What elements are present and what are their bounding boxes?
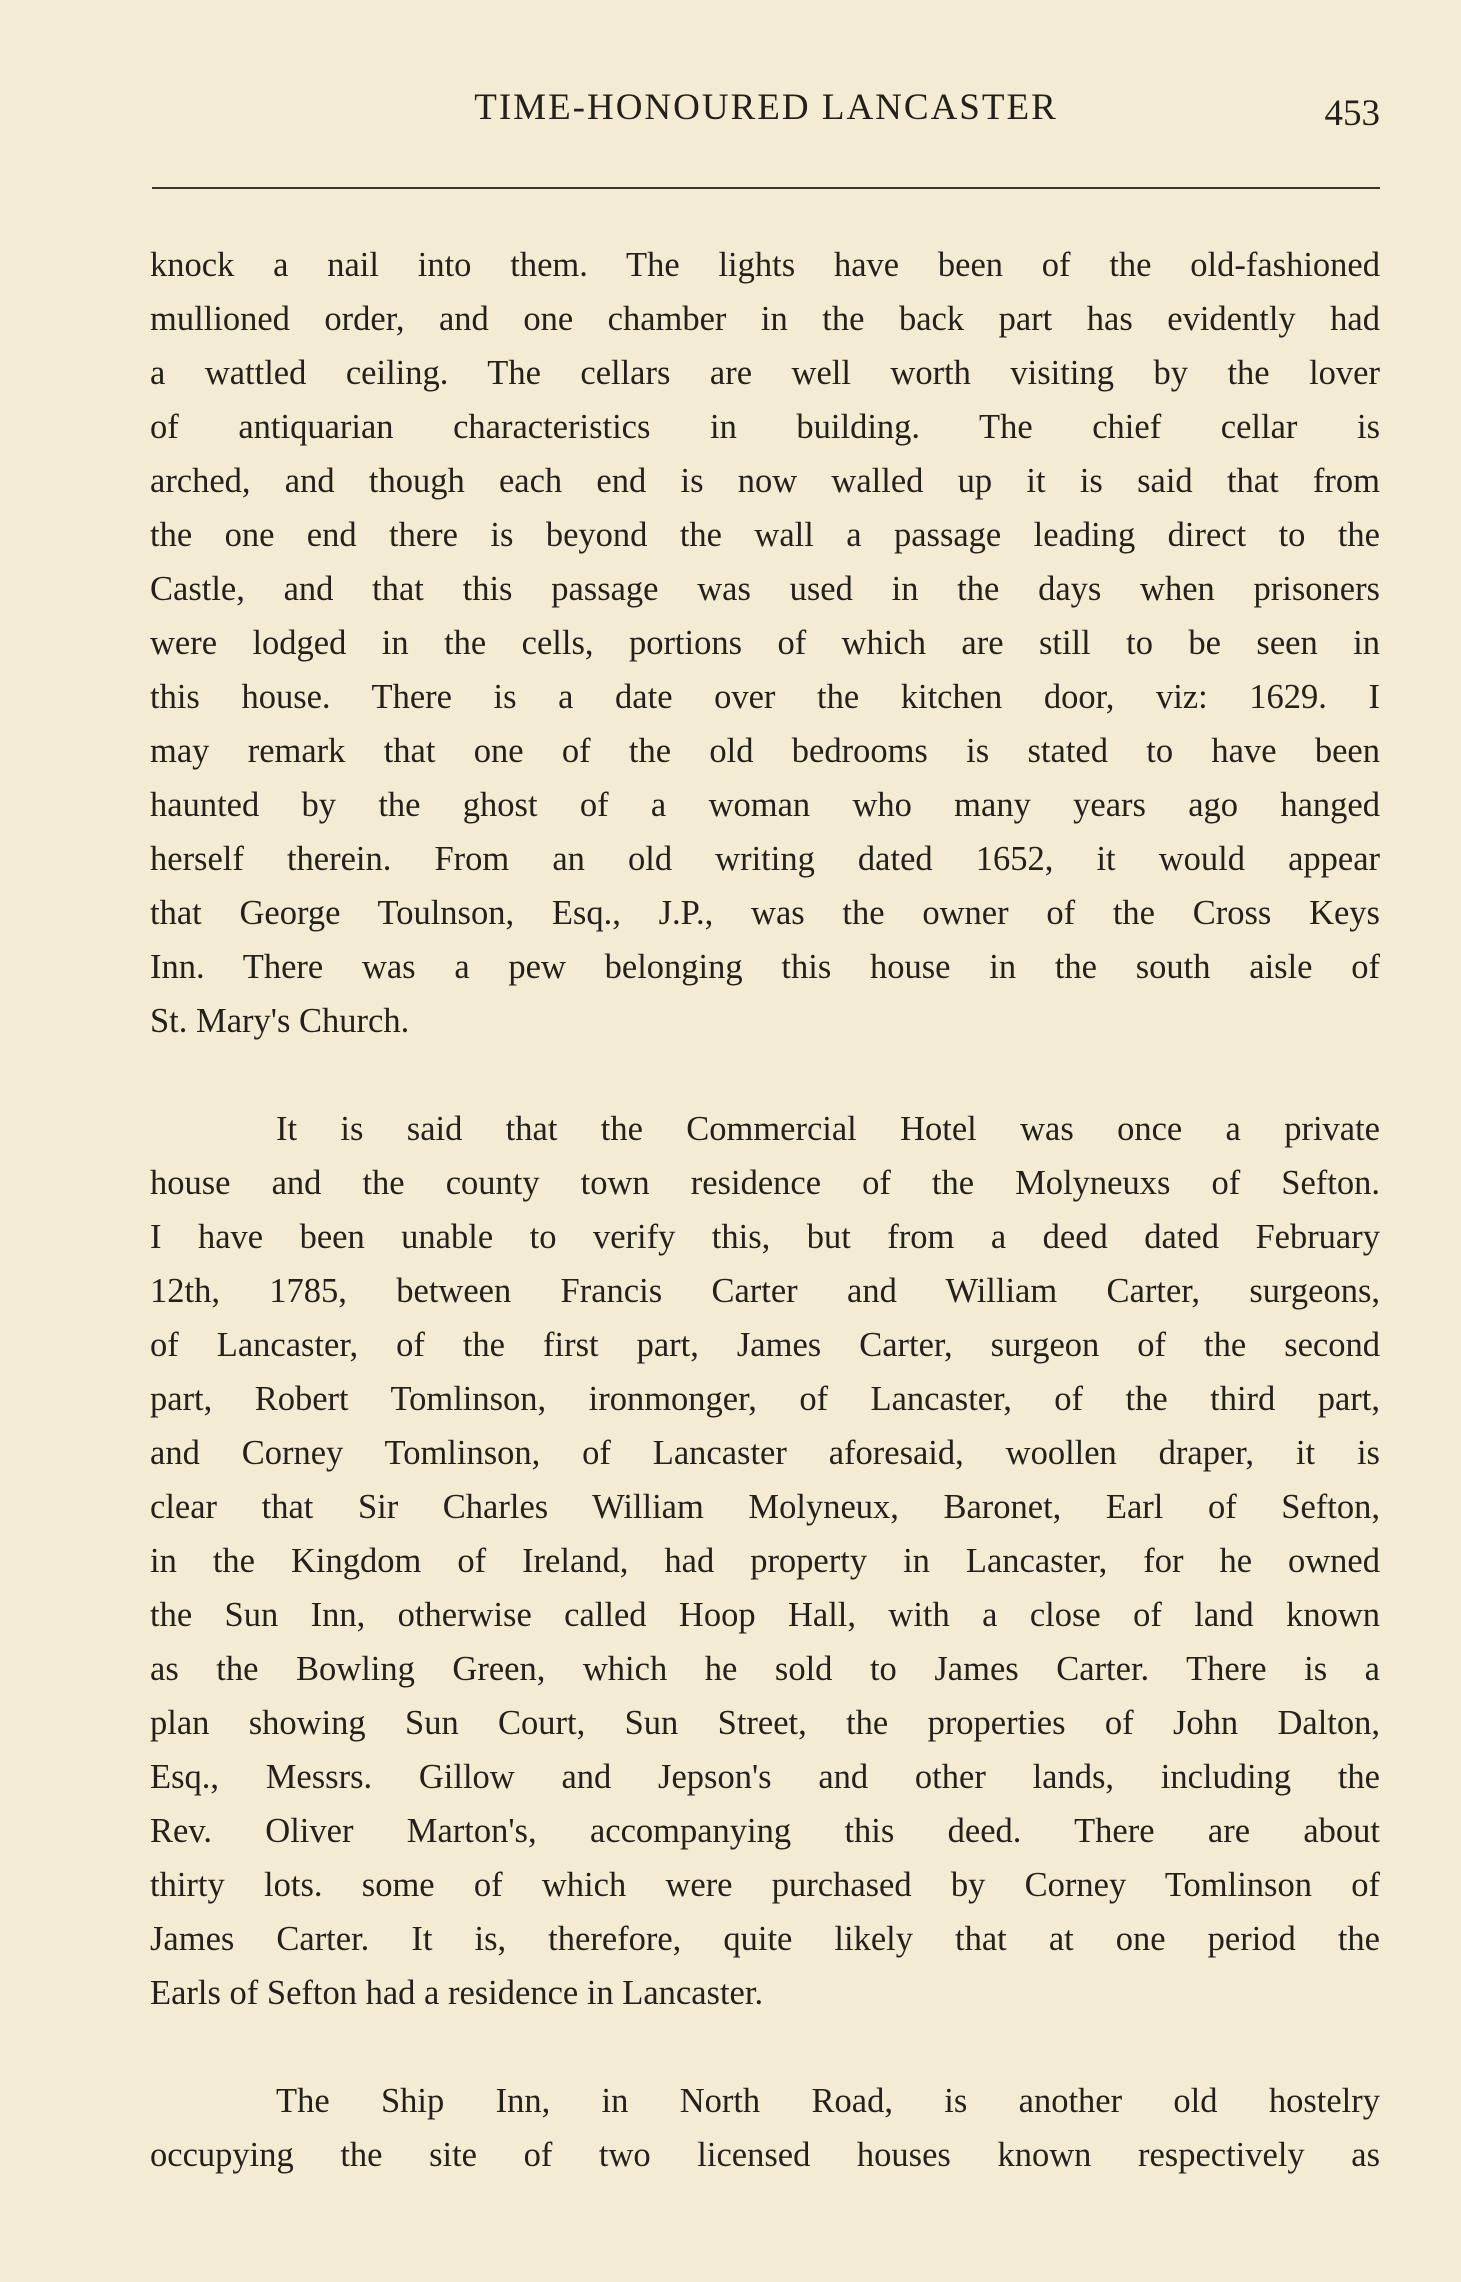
text-line: herself therein. From an old writing dated 1652, it would appear <box>150 840 1380 878</box>
text-line: James Carter. It is, therefore, quite likely that at one period the <box>150 1920 1380 1958</box>
text-line: haunted by the ghost of a woman who many years ago hanged <box>150 786 1380 824</box>
text-line: Inn. There was a pew belonging this house in the south aisle of <box>150 948 1380 986</box>
text-line: part, Robert Tomlinson, ironmonger, of Lancaster, of the third part, <box>150 1380 1380 1418</box>
text-line: It is said that the Commercial Hotel was once a private <box>276 1110 1380 1148</box>
text-line: 12th, 1785, between Francis Carter and William Carter, surgeons, <box>150 1272 1380 1310</box>
text-line: Esq., Messrs. Gillow and Jepson's and other lands, including the <box>150 1758 1380 1796</box>
text-line: I have been unable to verify this, but from a deed dated February <box>150 1218 1380 1256</box>
text-line: may remark that one of the old bedrooms is stated to have been <box>150 732 1380 770</box>
text-line: Rev. Oliver Marton's, accompanying this deed. There are about <box>150 1812 1380 1850</box>
text-line: of antiquarian characteristics in building. The chief cellar is <box>150 408 1380 446</box>
text-line: and Corney Tomlinson, of Lancaster aforesaid, woollen draper, it is <box>150 1434 1380 1472</box>
text-line: that George Toulnson, Esq., J.P., was the owner of the Cross Keys <box>150 894 1380 932</box>
text-line: arched, and though each end is now walled up it is said that from <box>150 462 1380 500</box>
body-text <box>150 238 1380 2182</box>
text-line: clear that Sir Charles William Molyneux, Baronet, Earl of Sefton, <box>150 1488 1380 1526</box>
page-number: 453 <box>1324 93 1380 134</box>
paragraph-cross-keys <box>150 238 1380 1048</box>
text-line: occupying the site of two licensed houses known respectively as <box>150 2136 1380 2174</box>
text-line: St. Mary's Church. <box>150 1002 410 1040</box>
running-head <box>152 82 1380 152</box>
text-line: house and the county town residence of the Molyneuxs of Sefton. <box>150 1164 1380 1202</box>
text-line: The Ship Inn, in North Road, is another old hostelry <box>276 2082 1380 2120</box>
text-line: were lodged in the cells, portions of which are still to be seen in <box>150 624 1380 662</box>
text-line: of Lancaster, of the first part, James Carter, surgeon of the second <box>150 1326 1380 1364</box>
text-line: this house. There is a date over the kitchen door, viz: 1629. I <box>150 678 1380 716</box>
text-line: thirty lots. some of which were purchased by Corney Tomlinson of <box>150 1866 1380 1904</box>
paragraph-ship-inn <box>150 2074 1380 2182</box>
header-rule <box>152 187 1380 189</box>
paragraph-commercial-hotel <box>150 1102 1380 2020</box>
text-line: Earls of Sefton had a residence in Lancaster. <box>150 1974 764 2012</box>
text-line: knock a nail into them. The lights have been of the old-fashioned <box>150 246 1380 284</box>
text-line: in the Kingdom of Ireland, had property in Lancaster, for he owned <box>150 1542 1380 1580</box>
text-line: the one end there is beyond the wall a passage leading direct to the <box>150 516 1380 554</box>
paragraph-spacer <box>150 1048 1380 1102</box>
text-line: mullioned order, and one chamber in the back part has evidently had <box>150 300 1380 338</box>
text-line: the Sun Inn, otherwise called Hoop Hall, with a close of land known <box>150 1596 1380 1634</box>
text-line: a wattled ceiling. The cellars are well worth visiting by the lover <box>150 354 1380 392</box>
paragraph-spacer <box>150 2020 1380 2074</box>
text-line: as the Bowling Green, which he sold to James Carter. There is a <box>150 1650 1380 1688</box>
text-line: plan showing Sun Court, Sun Street, the properties of John Dalton, <box>150 1704 1380 1742</box>
text-line: Castle, and that this passage was used in the days when prisoners <box>150 570 1380 608</box>
running-title: TIME-HONOURED LANCASTER <box>474 87 1058 128</box>
